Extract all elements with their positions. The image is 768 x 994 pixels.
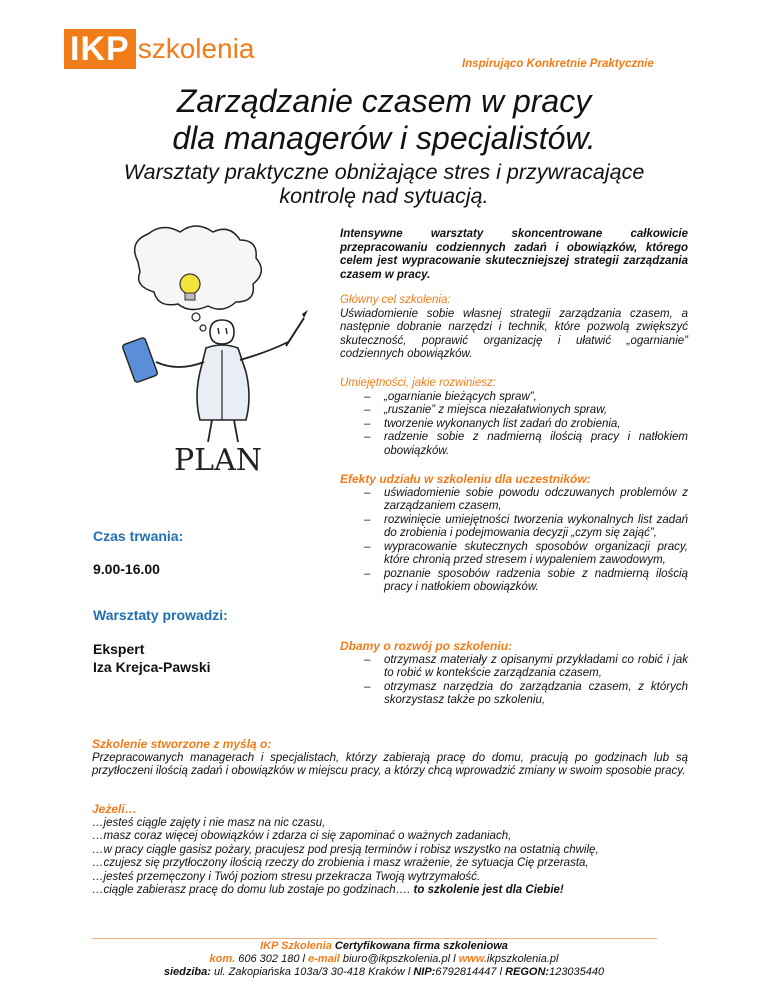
effects-item: – rozwinięcie umiejętności tworzenia wykonalnych list zadań do zrobienia i podejmowania decyzji „czym się zająć”, [384,514,688,541]
footer-regon-value: 123035440 [549,966,605,978]
footer-email-label: e-mail [308,953,340,965]
development-section [340,640,688,708]
footer-line-3 [0,966,768,979]
effects-item: – poznanie sposobów radzenia sobie z nadmierną ilością pracy i natłokiem obowiązków. [384,568,688,595]
if-line: …jesteś przemęczony i Twój poziom stresu przekracza Twoją wytrzymałość. [92,870,481,883]
footer-phone: 606 302 180 l [235,953,309,965]
footer-line-2 [0,953,768,966]
goal-section [340,294,688,362]
logo-text: szkolenia [137,33,255,64]
skills-item: – „ruszanie” z miejsca niezałatwionych spraw, [384,404,688,418]
person-planning-lightbulb-icon [118,222,330,480]
goal-text: Uświadomienie sobie własnej strategii zarządzania czasem, a następnie dobranie narzędzi i technik, które pozwolą zwiększyć skuteczność, poprawić organizację i ułatwić „ogarnianie” codziennych obowiązków. [340,307,688,360]
footer-seat-value: ul. Zakopiańska 103a/3 30-418 Kraków l [210,966,414,978]
page-title [0,83,768,157]
created-for-heading: Szkolenie stworzone z myślą o: [92,737,272,751]
footer-divider [92,938,657,939]
intro-text: Intensywne warsztaty skoncentrowane całkowicie przepracowaniu codziennych zadań i obowiązków, którego celem jest wypracowanie skuteczniejszej strategii zarządzania czasem w pracy. [340,228,688,281]
if-last-line [92,884,688,898]
skills-item: – tworzenie wykonanych list zadań do zrobienia, [384,418,688,432]
footer-seat-label: siedziba: [163,966,211,978]
footer-nip-label: NIP: [413,966,436,978]
if-line: …czujesz się przytłoczony ilością rzeczy do zrobienia i masz wrażenie, że sytuacja Cię przerasta, [92,857,589,869]
footer-company: IKP Szkolenia [260,940,332,952]
if-line: …masz coraz więcej obowiązków i zdarza ci się zapominać o ważnych zadaniach, [92,830,512,842]
skills-section [340,377,688,458]
subtitle-line-1: Warsztaty praktyczne obniżające stres i przywracające [123,160,645,184]
plan-text: PLAN [173,443,263,478]
trainer-info [93,640,211,676]
subtitle-line-2: kontrolę nad sytuacją. [279,184,489,208]
development-heading: Dbamy o rozwój po szkoleniu: [340,639,513,653]
logo-box: IKP [64,29,136,69]
development-item: – otrzymasz materiały z opisanymi przykładami co robić i jak to robić w kontekście zarządzania czasem, [384,654,688,681]
trainer-role: Ekspert [93,641,145,657]
skills-item: – radzenie sobie z nadmierną ilością pracy i natłokiem obowiązków. [384,431,688,458]
title-line-2: dla managerów i specjalistów. [172,120,596,156]
effects-section [340,473,688,595]
page-subtitle [0,160,768,208]
motto: Inspirująco Konkretnie Praktycznie [462,58,654,70]
if-line: …w pracy ciągle gasisz pożary, pracujesz pod presją terminów i robisz wszystko na ostatnią chwilę, [92,843,599,856]
development-item: – otrzymasz narzędzia do zarządzania czasem, z których skorzystasz także po szkoleniu, [384,681,688,708]
effects-heading: Efekty udziału w szkoleniu dla uczestników: [340,472,591,486]
created-for-section [92,738,688,779]
title-line-1: Zarządzanie czasem w pracy [176,83,592,119]
trainer-name: Iza Krejca-Pawski [93,659,211,675]
footer-line-1 [0,940,768,953]
footer-www-link[interactable]: ikpszkolenia.pl [486,953,559,965]
if-heading: Jeżeli… [92,802,137,816]
skills-item: – „ogarnianie bieżących spraw”, [384,391,688,405]
footer-regon-label: REGON: [505,966,550,978]
skills-list [340,391,688,459]
duration-label: Czas trwania: [93,528,184,544]
goal-heading: Główny cel szkolenia: [340,294,451,306]
effects-item: – wypracowanie skutecznych sposobów organizacji pracy, które chronią przed stresem i wypaleniem zawodowym, [384,541,688,568]
footer-email-link[interactable]: biuro@ikpszkolenia.pl l [339,953,459,965]
if-section [92,803,688,898]
skills-heading: Umiejętności, jakie rozwiniesz: [340,377,496,389]
footer-kom-label: kom. [209,953,236,965]
effects-item: – uświadomienie sobie powodu odczuwanych problemów z zarządzaniem czasem, [384,487,688,514]
duration-value: 9.00-16.00 [93,561,160,577]
footer-cert: Certyfikowana firma szkoleniowa [331,940,508,952]
if-last-bold: to szkolenie jest dla Ciebie! [410,884,564,896]
created-for-text: Przepracowanych managerach i specjalistach, którzy zabierają pracę do domu, pracują po godzinach lub są przytłoczeni ilością zadań i obowiązków w miejscu pracy, a którzy chcą wprowadzić zmiany w swoim sposobie pracy. [92,751,688,777]
effects-list [340,487,688,595]
development-list [340,654,688,708]
footer-nip-value: 6792814447 l [435,966,506,978]
if-last-text: …ciągle zabierasz pracę do domu lub zostaje po godzinach…. [92,884,411,896]
footer-www-label: www. [458,953,487,965]
trainer-label: Warsztaty prowadzi: [93,607,228,623]
company-logo [64,29,254,69]
if-line: …jesteś ciągle zajęty i nie masz na nic czasu, [92,816,326,829]
